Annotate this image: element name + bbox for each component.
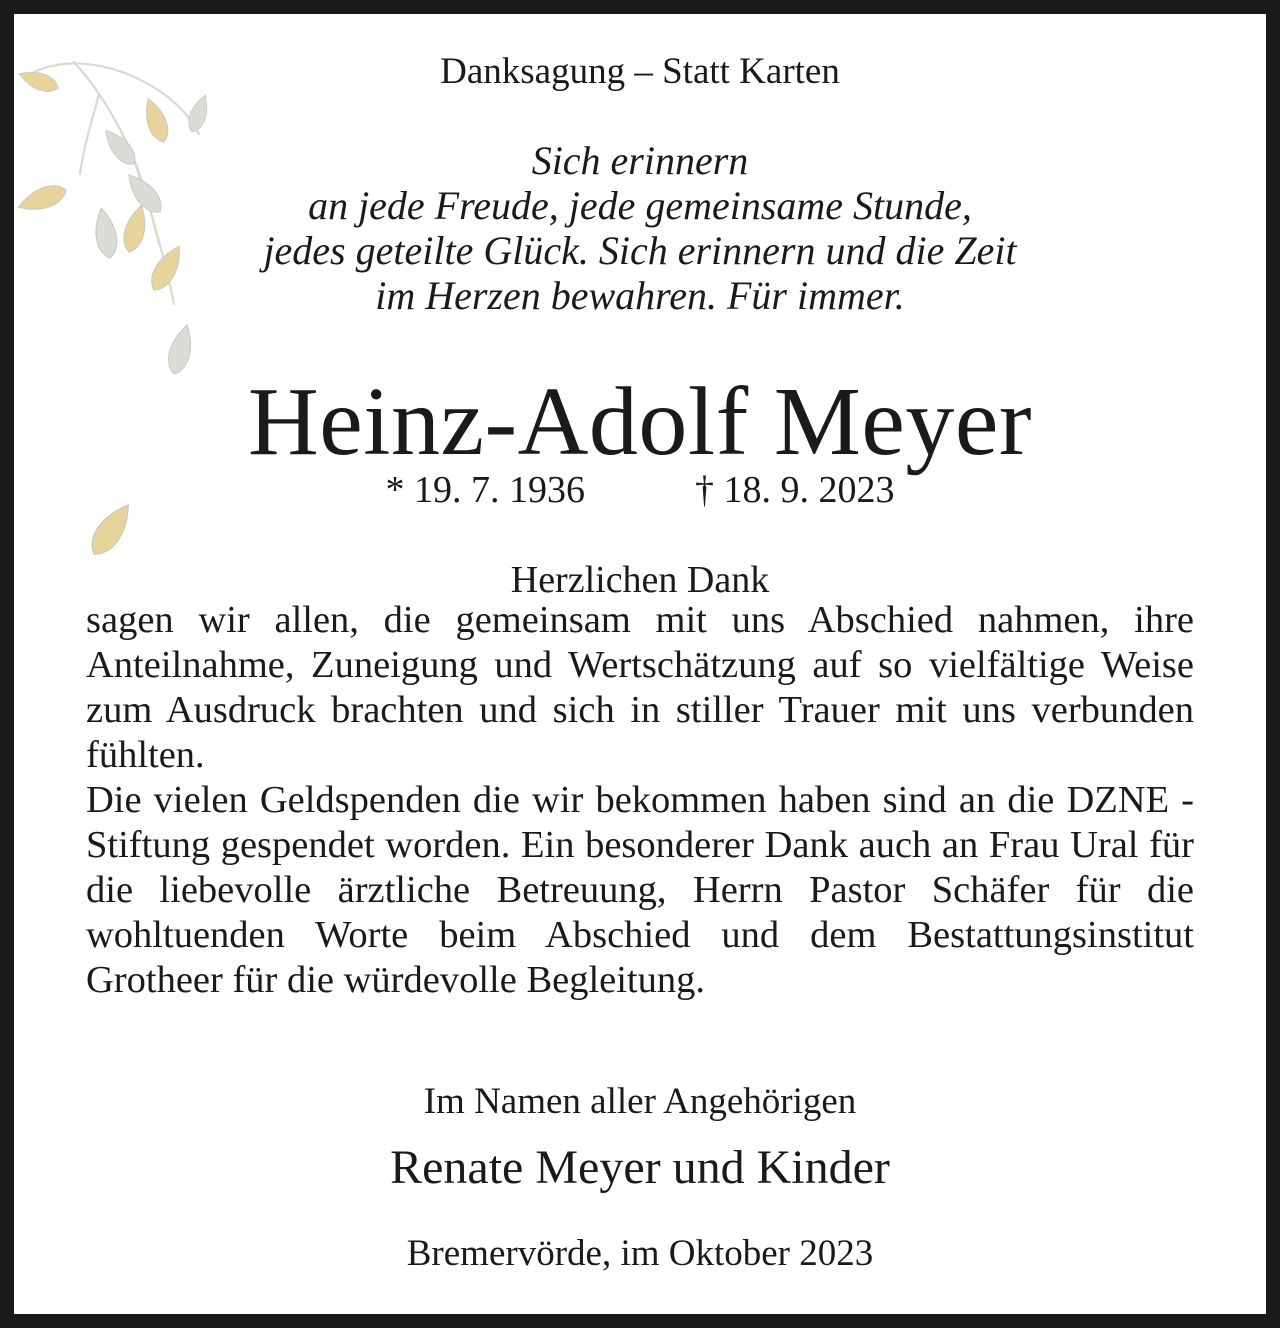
- memorial-verse: [14, 138, 1266, 318]
- deceased-name: Heinz-Adolf Meyer: [247, 368, 1033, 476]
- thanks-paragraph: sagen wir allen, die gemeinsam mit uns Abschied nahmen, ihre Anteilnahme, Zuneigung und Wertschätzung auf so vielfältige Weise zum Ausdruck brachten und sich in stiller Trauer mit uns verbunden fühlten.: [86, 599, 1194, 776]
- thanks-heading: Herzlichen Dank: [510, 559, 770, 601]
- header-line: Danksagung – Statt Karten: [440, 51, 840, 92]
- life-dates: [14, 468, 1266, 512]
- birth-date: * 19. 7. 1936: [385, 469, 585, 511]
- place-date: Bremervörde, im Oktober 2023: [406, 1233, 874, 1274]
- obituary-card: [14, 14, 1266, 1314]
- thanks-body: [86, 598, 1194, 1003]
- verse-line: im Herzen bewahren. Für immer.: [375, 273, 905, 318]
- on-behalf-line: Im Namen aller Angehörigen: [423, 1081, 857, 1122]
- death-date: † 18. 9. 2023: [695, 469, 895, 511]
- leaf-icon: [185, 93, 213, 135]
- signer-name: Renate Meyer und Kinder: [390, 1141, 890, 1194]
- verse-line: jedes geteilte Glück. Sich erinnern und die Zeit: [263, 228, 1017, 273]
- verse-line: an jede Freude, jede gemeinsame Stunde,: [308, 183, 972, 228]
- thanks-paragraph: Die vielen Geldspenden die wir bekommen haben sind an die DZNE - Stiftung gespendet worden. Ein besonderer Dank auch an Frau Ural für die liebevolle ärztliche Betreuung, Herrn Pastor Schäfer für die wohltuenden Worte beim Abschied und dem Bestattungsinstitut Grotheer für die würdevolle Begleitung.: [86, 779, 1194, 1001]
- verse-line: Sich erinnern: [531, 138, 749, 183]
